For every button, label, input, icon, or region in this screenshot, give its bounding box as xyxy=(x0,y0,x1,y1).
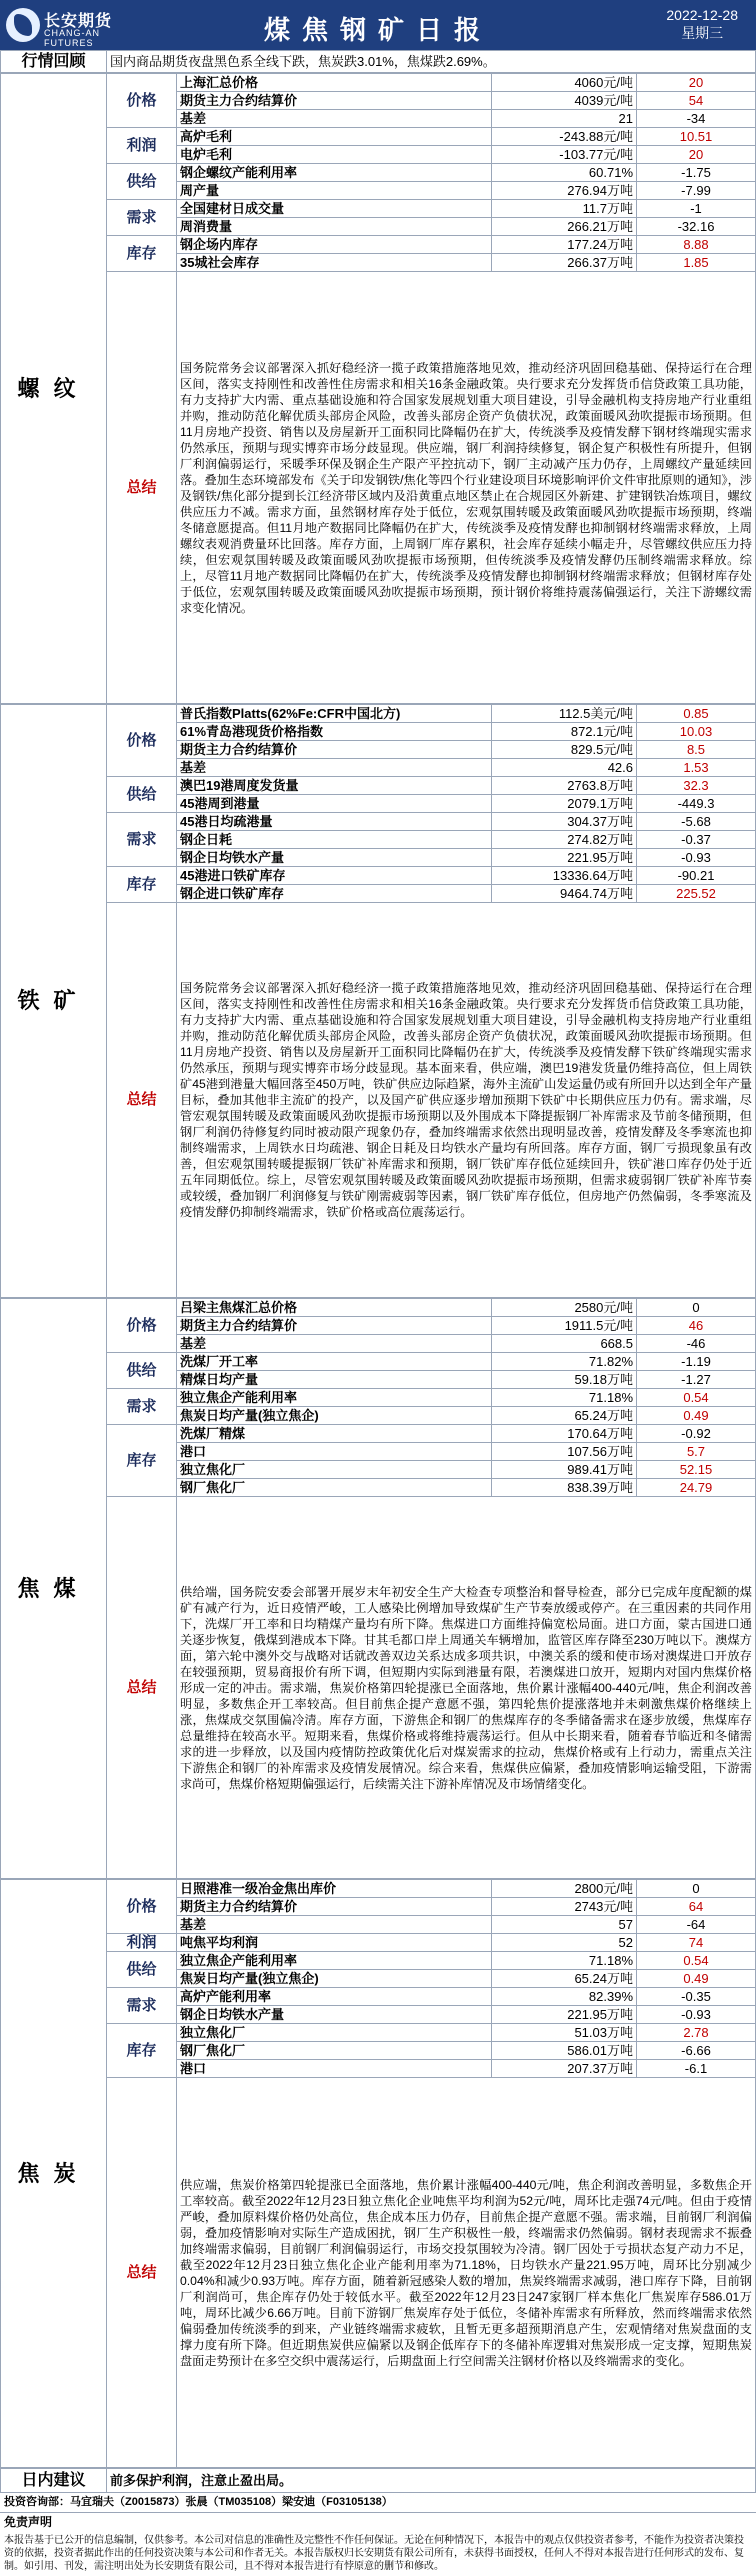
advice-table xyxy=(0,2468,756,2493)
indicator-change: -1.75 xyxy=(637,164,756,182)
indicator-name: 钢企日耗 xyxy=(177,831,492,849)
indicator-value: 1911.5元/吨 xyxy=(492,1317,637,1335)
indicator-value: -103.77元/吨 xyxy=(492,146,637,164)
indicator-value: 221.95万吨 xyxy=(492,2006,637,2024)
section-name: 焦炭 xyxy=(1,1880,107,2468)
summary-text: 国务院常务会议部署深入抓好稳经济一揽子政策措施落地见效，推动经济巩固回稳基础、保持运行在合理区间，落实支持刚性和改善性住房需求和相关16条金融政策。央行要求充分发挥货币信贷政策工具功能，有力支持扩大内需、重点基础设施和符合国家发展规划重大项目建设，引导金融机构支持房地产行业重组并购，推动防范化解优质头部房企风险，改善头部房企资产负债状况，政策面暖风劲吹提振市场预期。但11月房地产投资、销售以及房屋新开工面积同比降幅仍在扩大，传统淡季及疫情发酵下铁矿终端现实需求仍然承压，预期与现实博弈市场分歧显现。基本面来看，供应端，澳巴19港发货量仍维持高位，但上周铁矿45港到港量大幅回落至450万吨，铁矿供应边际趋紧，海外主流矿山发运量仍或有所回升以达到全年产量目标，叠加其他非主流矿的投产，以及国产矿供应逐步增加预期下铁矿中长期供应压力仍有。需求端，尽管宏观氛围转暖及政策面暖风劲吹提振市场预期以及外围成本下降提振钢厂补库需求及节前冬储预期，但钢厂利润仍待修复约同时被动限产现象仍存，叠加终端需求依然出现明显改善，疫情发酵及冬季寒流也抑制终端需求，上周铁水日均疏港、钢企日耗及日均铁水产量均有所回落。库存方面，钢厂亏损现象虽有改善，但宏观氛围转暖提振钢厂铁矿补库需求和预期，钢厂铁矿库存低位延续回升，铁矿港口库存仍处于近五年同期低位。综上，尽管宏观氛围转暖及政策面暖风劲吹提振市场预期，但需求疲弱钢厂铁矿补库节奏或较缓，叠加钢厂利润修复与铁矿刚需疲弱等因素，钢厂铁矿库存低位，但房地产仍然偏弱，冬季寒流及疫情发酵仍抑制终端需求，铁矿价格或高位震荡运行。 xyxy=(177,903,756,1298)
indicator-value: 71.18% xyxy=(492,1389,637,1407)
group-label: 供给 xyxy=(107,1353,177,1389)
indicator-value: 221.95万吨 xyxy=(492,849,637,867)
indicator-change: -0.93 xyxy=(637,849,756,867)
group-label: 需求 xyxy=(107,813,177,867)
indicator-name: 钢企日均铁水产量 xyxy=(177,2006,492,2024)
indicator-name: 基差 xyxy=(177,1916,492,1934)
weekday-text: 星期三 xyxy=(681,25,724,41)
indicator-change: 0.54 xyxy=(637,1389,756,1407)
group-label: 利润 xyxy=(107,1934,177,1952)
indicator-name: 周消费量 xyxy=(177,218,492,236)
date-text: 2022-12-28 xyxy=(666,7,738,23)
summary-text: 供给端，国务院安委会部署开展岁末年初安全生产大检查专项整治和督导检查，部分已完成年度配额的煤矿有减产行为，近日疫情严峻，工人感染比例增加导致煤矿生产节奏放缓或停产。在三重因素的共同作用下，洗煤厂开工率和日均精煤产量均有所下降。焦煤进口方面维持偏宽松局面。进口方面，蒙古国进口通关逐步恢复，俄煤到港成本下降。甘其毛都口岸上周通关车辆增加，监管区库存降至230万吨以下。澳煤方面，第六轮中澳外交与战略对话就改善双边关系达成多项共识，中澳关系的缓和使市场对澳煤进口开放存在较强预期，贸易商报价有所下调，但短期内实际到港量有限，若澳煤进口放开，短期内对国内焦煤价格形成一定的冲击。需求端，焦炭价格第四轮提涨已全面落地，焦价累计涨幅400-440元/吨，焦企利润改善明显，多数焦企开工率较高。但目前焦企提产意愿不强，第四轮焦价提涨落地并未刺激焦煤价格继续上涨，焦煤成交氛围偏冷清。库存方面，下游焦企和钢厂的焦煤库存的冬季储备需求在逐步放缓，焦煤库存总量维持在较高水平。短期来看，焦煤价格或将维持震荡运行。但从中长期来看，随着春节临近和冬储需求的进一步释放，以及国内疫情防控政策优化后对煤炭需求的拉动，焦煤价格或有上行动力，需重点关注下游焦企和钢厂的补库需求及疫情发展情况。综合来看，焦煤供应偏紧，叠加疫情影响运输受阻，下游需求尚可，焦煤价格短期偏强运行，后续需关注下游补库情况及市场情绪变化。 xyxy=(177,1497,756,1879)
indicator-name: 钢厂焦化厂 xyxy=(177,2042,492,2060)
indicator-name: 35城社会库存 xyxy=(177,254,492,272)
group-label: 库存 xyxy=(107,1425,177,1497)
indicator-change: -64 xyxy=(637,1916,756,1934)
group-label: 供给 xyxy=(107,164,177,200)
indicator-value: 2079.1万吨 xyxy=(492,795,637,813)
indicator-value: 170.64万吨 xyxy=(492,1425,637,1443)
group-label: 利润 xyxy=(107,128,177,164)
indicator-change: -1 xyxy=(637,200,756,218)
market-review-text: 国内商品期货夜盘黑色系全线下跌，焦炭跌3.01%，焦煤跌2.69%。 xyxy=(107,51,756,73)
indicator-value: 11.7万吨 xyxy=(492,200,637,218)
group-label: 价格 xyxy=(107,1299,177,1353)
indicator-change: 225.52 xyxy=(637,885,756,903)
report-title: 煤焦钢矿日报 xyxy=(263,16,492,46)
indicator-value: 177.24万吨 xyxy=(492,236,637,254)
indicator-value: 989.41万吨 xyxy=(492,1461,637,1479)
indicator-value: 59.18万吨 xyxy=(492,1371,637,1389)
indicator-name: 港口 xyxy=(177,2060,492,2078)
indicator-value: 107.56万吨 xyxy=(492,1443,637,1461)
indicator-change: -7.99 xyxy=(637,182,756,200)
indicator-value: 2800元/吨 xyxy=(492,1880,637,1898)
indicator-change: -5.68 xyxy=(637,813,756,831)
group-label: 需求 xyxy=(107,200,177,236)
group-label: 供给 xyxy=(107,777,177,813)
indicator-change: 64 xyxy=(637,1898,756,1916)
indicator-name: 日照港准一级冶金焦出库价 xyxy=(177,1880,492,1898)
indicator-change: -1.19 xyxy=(637,1353,756,1371)
indicator-name: 洗煤厂精煤 xyxy=(177,1425,492,1443)
indicator-value: 52 xyxy=(492,1934,637,1952)
indicator-value: 13336.64万吨 xyxy=(492,867,637,885)
indicator-name: 焦炭日均产量(独立焦企) xyxy=(177,1970,492,1988)
indicator-value: 82.39% xyxy=(492,1988,637,2006)
indicator-name: 上海汇总价格 xyxy=(177,74,492,92)
indicator-value: 21 xyxy=(492,110,637,128)
indicator-name: 周产量 xyxy=(177,182,492,200)
market-review-label: 行情回顾 xyxy=(1,51,107,73)
indicator-change: 20 xyxy=(637,74,756,92)
indicator-name: 吕梁主焦煤汇总价格 xyxy=(177,1299,492,1317)
indicator-name: 港口 xyxy=(177,1443,492,1461)
indicator-name: 期货主力合约结算价 xyxy=(177,1898,492,1916)
indicator-change: 74 xyxy=(637,1934,756,1952)
indicator-name: 吨焦平均利润 xyxy=(177,1934,492,1952)
indicator-change: 10.51 xyxy=(637,128,756,146)
indicator-change: -0.93 xyxy=(637,2006,756,2024)
disclaimer-text: 本报告基于已公开的信息编制，仅供参考。本公司对信息的准确性及完整性不作任何保证。无论在何种情况下，本报告中的观点仅供投资者参考，不能作为投资者决策投资的依据，投资者据此作出的任何投资决策与本公司和作者无关。本报告版权归长安期货有限公司所有，未获得书面授权，任何人不得对本报告进行任何形式的发布、复制。如引用、刊发，需注明出处为长安期货有限公司，且不得对本报告进行有悖原意的删节和修改。 xyxy=(4,2535,744,2572)
summary-text: 国务院常务会议部署深入抓好稳经济一揽子政策措施落地见效，推动经济巩固回稳基础、保持运行在合理区间，落实支持刚性和改善性住房需求和相关16条金融政策。央行要求充分发挥货币信贷政策工具功能，有力支持扩大内需、重点基础设施和符合国家发展规划重大项目建设，引导金融机构支持房地产行业重组并购，推动防范化解优质头部房企风险，改善头部房企资产负债状况，政策面暖风劲吹提振市场预期。但11月房地产投资、销售以及房屋新开工面积同比降幅仍在扩大，传统淡季及疫情发酵下钢材终端现实需求仍然承压，预期与现实博弈市场分歧显现。供应端，钢厂利润持续修复，钢企复产积极性有所提升，但钢厂利润偏弱运行，采暖季环保及钢企生产限产平控抗动下，钢厂主动减产压力仍存，上周螺纹产量延续回落。叠加生态环境部发布《关于印发钢铁/焦化等四个行业建设项目环境影响评价文件审批原则的通知》，涉及钢铁/焦化部分提到长江经济带区域内及沿黄重点地区禁止在合规园区外新建、扩建钢铁冶炼项目，螺纹供应压力不减。需求方面，虽然钢材库存处于低位，宏观氛围转暖及政策面暖风劲吹提振市场预期，终端冬储意愿提高。但11月地产数据同比降幅仍在扩大，传统淡季及疫情发酵也抑制钢材终端需求释放，上周螺纹表观消费量环比回落。库存方面，上周钢厂库存累积，社会库存延续小幅走升，尽管螺纹供应压力持续，但宏观氛围转暖及政策面暖风劲吹提振市场预期，但传统淡季及疫情发酵仍压制终端需求释放。综上，尽管11月地产数据同比降幅仍在扩大，传统淡季及疫情发酵也抑制钢材终端需求释放；但钢材库存处于低位，宏观氛围转暖及政策面暖风劲吹提振市场预期，预计钢价将维持震荡偏强运行，关注下游螺纹需求变化情况。 xyxy=(177,272,756,704)
indicator-change: 0 xyxy=(637,1299,756,1317)
group-label: 价格 xyxy=(107,74,177,128)
indicator-name: 独立焦企产能利用率 xyxy=(177,1952,492,1970)
indicator-change: 10.03 xyxy=(637,723,756,741)
indicator-name: 期货主力合约结算价 xyxy=(177,741,492,759)
indicator-value: 71.18% xyxy=(492,1952,637,1970)
indicator-change: 24.79 xyxy=(637,1479,756,1497)
indicator-value: 266.21万吨 xyxy=(492,218,637,236)
indicator-value: 65.24万吨 xyxy=(492,1407,637,1425)
section-name: 铁矿 xyxy=(1,705,107,1298)
indicator-value: 276.94万吨 xyxy=(492,182,637,200)
indicator-value: 266.37万吨 xyxy=(492,254,637,272)
indicator-change: -0.35 xyxy=(637,1988,756,2006)
indicator-change: -6.1 xyxy=(637,2060,756,2078)
indicator-value: 2580元/吨 xyxy=(492,1299,637,1317)
indicator-change: 1.85 xyxy=(637,254,756,272)
summary-text: 供应端，焦炭价格第四轮提涨已全面落地，焦价累计涨幅400-440元/吨，焦企利润改善明显，多数焦企开工率较高。截至2022年12月23日独立焦化企业吨焦平均利润为52元/吨，周环比走强74元/吨。但由于疫情严峻，叠加原料煤价格仍处高位，焦企成本压力仍存，目前焦企提产意愿不强。需求端，目前钢厂利润偏弱，叠加疫情影响对实际生产造成困扰，钢厂生产积极性一般，终端需求仍然偏弱。钢材表现需求不振叠加终端需求偏弱，目前钢厂利润偏弱运行，市场交投氛围较为冷清。钢厂因处于亏损状态复产动力不足，截至2022年12月23日独立焦化企业产能利用率为71.18%，日均铁水产量221.95万吨，周环比分别减少0.04%和减少0.93万吨。库存方面，随着新冠感染人数的增加，焦炭终端需求减弱，港口库存下降，目前钢厂利润尚可，焦企库存仍处于较低水平。截至2022年12月23日247家钢厂样本焦化厂焦炭库存586.01万吨，周环比减少6.66万吨。目前下游钢厂焦炭库存处于低位，冬储补库需求有所释放，然而终端需求依然偏弱叠加传统淡季的到来，产业链终端需求疲软，且暂无更多超预期消息产生，宏观情绪对焦炭盘面的支撑力度有所下降。但近期焦炭供应偏紧以及钢企低库存下的冬储补库逻辑对焦炭形成一定支撑，短期焦炭盘面走势预计在多空交织中震荡运行，后期盘面上行空间需关注钢材价格以及终端需求的变化。 xyxy=(177,2078,756,2468)
indicator-name: 45港周到港量 xyxy=(177,795,492,813)
indicator-value: 2763.8万吨 xyxy=(492,777,637,795)
indicator-value: -243.88元/吨 xyxy=(492,128,637,146)
indicator-value: 668.5 xyxy=(492,1335,637,1353)
section-table xyxy=(0,73,756,704)
indicator-change: 1.53 xyxy=(637,759,756,777)
indicator-name: 钢企螺纹产能利用率 xyxy=(177,164,492,182)
section-table xyxy=(0,1879,756,2468)
indicator-value: 60.71% xyxy=(492,164,637,182)
indicator-change: -6.66 xyxy=(637,2042,756,2060)
indicator-name: 电炉毛利 xyxy=(177,146,492,164)
section-table xyxy=(0,1298,756,1879)
indicator-name: 精煤日均产量 xyxy=(177,1371,492,1389)
market-review-table xyxy=(0,50,756,73)
indicator-name: 焦炭日均产量(独立焦企) xyxy=(177,1407,492,1425)
indicator-change: 54 xyxy=(637,92,756,110)
indicator-change: -0.92 xyxy=(637,1425,756,1443)
indicator-name: 钢企进口铁矿库存 xyxy=(177,885,492,903)
report-header xyxy=(0,0,756,50)
indicator-value: 112.5美元/吨 xyxy=(492,705,637,723)
indicator-value: 4039元/吨 xyxy=(492,92,637,110)
indicator-value: 65.24万吨 xyxy=(492,1970,637,1988)
indicator-change: -0.37 xyxy=(637,831,756,849)
indicator-value: 9464.74万吨 xyxy=(492,885,637,903)
indicator-name: 45港日均疏港量 xyxy=(177,813,492,831)
indicator-name: 澳巴19港周度发货量 xyxy=(177,777,492,795)
indicator-change: 20 xyxy=(637,146,756,164)
commodity-sections xyxy=(0,73,756,2468)
indicator-value: 304.37万吨 xyxy=(492,813,637,831)
indicator-change: 2.78 xyxy=(637,2024,756,2042)
indicator-name: 高炉毛利 xyxy=(177,128,492,146)
indicator-name: 基差 xyxy=(177,759,492,777)
indicator-value: 207.37万吨 xyxy=(492,2060,637,2078)
advice-label: 日内建议 xyxy=(1,2469,107,2493)
indicator-change: 52.15 xyxy=(637,1461,756,1479)
indicator-name: 独立焦化厂 xyxy=(177,2024,492,2042)
indicator-value: 71.82% xyxy=(492,1353,637,1371)
summary-label: 总结 xyxy=(107,272,177,704)
indicator-change: 5.7 xyxy=(637,1443,756,1461)
indicator-value: 2743元/吨 xyxy=(492,1898,637,1916)
indicator-name: 61%青岛港现货价格指数 xyxy=(177,723,492,741)
indicator-change: 46 xyxy=(637,1317,756,1335)
indicator-name: 钢厂焦化厂 xyxy=(177,1479,492,1497)
section-table xyxy=(0,704,756,1298)
summary-label: 总结 xyxy=(107,903,177,1298)
analyst-line: 投资咨询部：马宜瑞夫（Z0015873）张晨（TM035108）梁安迪（F03105138） xyxy=(0,2493,756,2513)
disclaimer-title: 免责声明 xyxy=(4,2515,53,2529)
advice-text: 前多保护利润，注意止盈出局。 xyxy=(107,2469,756,2493)
indicator-change: 0.85 xyxy=(637,705,756,723)
indicator-value: 838.39万吨 xyxy=(492,1479,637,1497)
indicator-name: 钢企场内库存 xyxy=(177,236,492,254)
indicator-value: 872.1元/吨 xyxy=(492,723,637,741)
indicator-name: 期货主力合约结算价 xyxy=(177,92,492,110)
group-label: 库存 xyxy=(107,236,177,272)
indicator-change: 8.5 xyxy=(637,741,756,759)
indicator-name: 45港进口铁矿库存 xyxy=(177,867,492,885)
indicator-value: 51.03万吨 xyxy=(492,2024,637,2042)
indicator-change: 0 xyxy=(637,1880,756,1898)
indicator-change: 32.3 xyxy=(637,777,756,795)
indicator-value: 829.5元/吨 xyxy=(492,741,637,759)
indicator-value: 57 xyxy=(492,1916,637,1934)
indicator-value: 4060元/吨 xyxy=(492,74,637,92)
group-label: 供给 xyxy=(107,1952,177,1988)
summary-label: 总结 xyxy=(107,2078,177,2468)
indicator-name: 全国建材日成交量 xyxy=(177,200,492,218)
indicator-change: 0.49 xyxy=(637,1407,756,1425)
logo-en: CHANG-AN FUTURES xyxy=(44,28,101,48)
indicator-name: 基差 xyxy=(177,110,492,128)
section-name: 螺纹 xyxy=(1,74,107,704)
indicator-change: 0.54 xyxy=(637,1952,756,1970)
indicator-name: 钢企日均铁水产量 xyxy=(177,849,492,867)
indicator-change: -90.21 xyxy=(637,867,756,885)
group-label: 需求 xyxy=(107,1389,177,1425)
summary-label: 总结 xyxy=(107,1497,177,1879)
indicator-change: -449.3 xyxy=(637,795,756,813)
section-name: 焦煤 xyxy=(1,1299,107,1879)
indicator-change: 0.49 xyxy=(637,1970,756,1988)
group-label: 价格 xyxy=(107,1880,177,1934)
group-label: 价格 xyxy=(107,705,177,777)
report-date xyxy=(666,6,738,42)
logo-cn: 长安期货 xyxy=(44,13,113,30)
indicator-name: 洗煤厂开工率 xyxy=(177,1353,492,1371)
indicator-name: 独立焦企产能利用率 xyxy=(177,1389,492,1407)
indicator-change: -46 xyxy=(637,1335,756,1353)
indicator-name: 基差 xyxy=(177,1335,492,1353)
indicator-name: 期货主力合约结算价 xyxy=(177,1317,492,1335)
indicator-value: 274.82万吨 xyxy=(492,831,637,849)
group-label: 需求 xyxy=(107,1988,177,2024)
indicator-change: -32.16 xyxy=(637,218,756,236)
indicator-change: -1.27 xyxy=(637,1371,756,1389)
group-label: 库存 xyxy=(107,867,177,903)
indicator-value: 586.01万吨 xyxy=(492,2042,637,2060)
indicator-change: -34 xyxy=(637,110,756,128)
indicator-name: 普氏指数Platts(62%Fe:CFR中国北方) xyxy=(177,705,492,723)
indicator-value: 42.6 xyxy=(492,759,637,777)
group-label: 库存 xyxy=(107,2024,177,2078)
indicator-change: 8.88 xyxy=(637,236,756,254)
indicator-name: 高炉产能利用率 xyxy=(177,1988,492,2006)
indicator-name: 独立焦化厂 xyxy=(177,1461,492,1479)
